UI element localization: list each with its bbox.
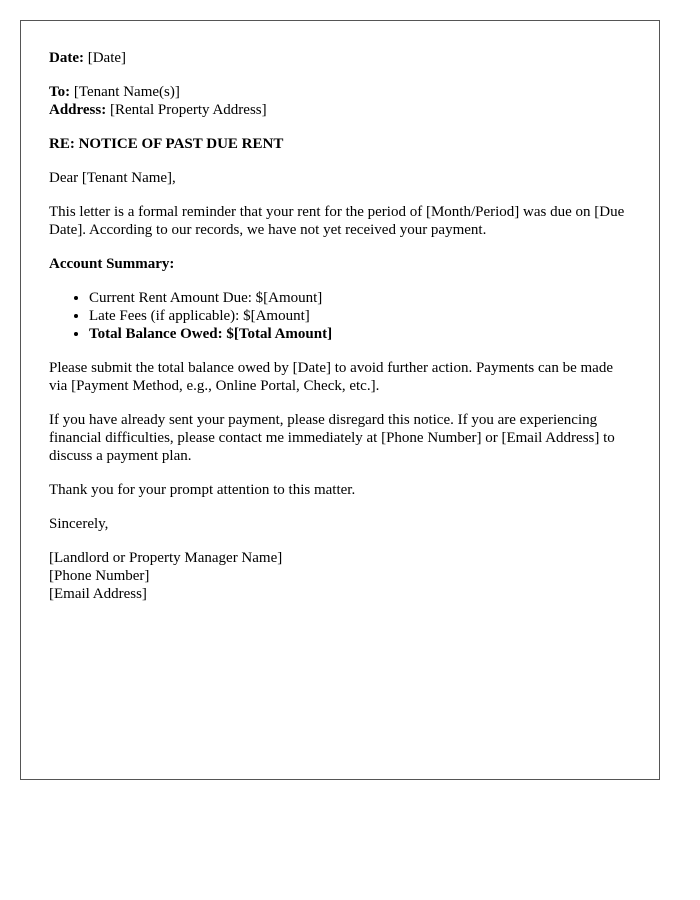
summary-item-late-fees: • Late Fees (if applicable): $[Amount] [89, 307, 631, 325]
summary-item-rent-due: • Current Rent Amount Due: $[Amount] [89, 289, 631, 307]
account-summary-heading: Account Summary: [49, 256, 175, 272]
signature-phone: [Phone Number] [49, 568, 150, 584]
signature-email: [Email Address] [49, 586, 147, 602]
subject-heading: RE: NOTICE OF PAST DUE RENT [49, 136, 284, 152]
to-label: To: [49, 84, 71, 100]
address-value: [Rental Property Address] [109, 102, 267, 118]
address-line [49, 101, 631, 119]
date-value: [Date] [87, 50, 127, 66]
to-line [49, 83, 631, 101]
salutation: Dear [Tenant Name], [49, 170, 176, 186]
address-label: Address: [49, 102, 107, 118]
signature-name: [Landlord or Property Manager Name] [49, 550, 283, 566]
payment-request-paragraph: Please submit the total balance owed by [Date] to avoid further action. Payments can be made via [Payment Method, e.g., Online Portal, Check, etc.]. [49, 360, 613, 394]
signature-block [49, 549, 631, 603]
thanks-paragraph: Thank you for your prompt attention to this matter. [49, 482, 356, 498]
letter-document [20, 20, 660, 780]
date-line [49, 49, 631, 67]
date-label: Date: [49, 50, 84, 66]
intro-paragraph: This letter is a formal reminder that your rent for the period of [Month/Period] was due on [Due Date]. According to our records, we have not yet received your payment. [49, 204, 625, 238]
closing: Sincerely, [49, 516, 109, 532]
disregard-paragraph: If you have already sent your payment, please disregard this notice. If you are experiencing financial difficulties, please contact me immediately at [Phone Number] or [Email Address] to discuss a payment plan. [49, 412, 615, 464]
account-summary-list [49, 289, 631, 343]
summary-item-total-balance: • Total Balance Owed: $[Total Amount] [89, 325, 631, 343]
recipient-block [49, 83, 631, 119]
to-value: [Tenant Name(s)] [73, 84, 180, 100]
